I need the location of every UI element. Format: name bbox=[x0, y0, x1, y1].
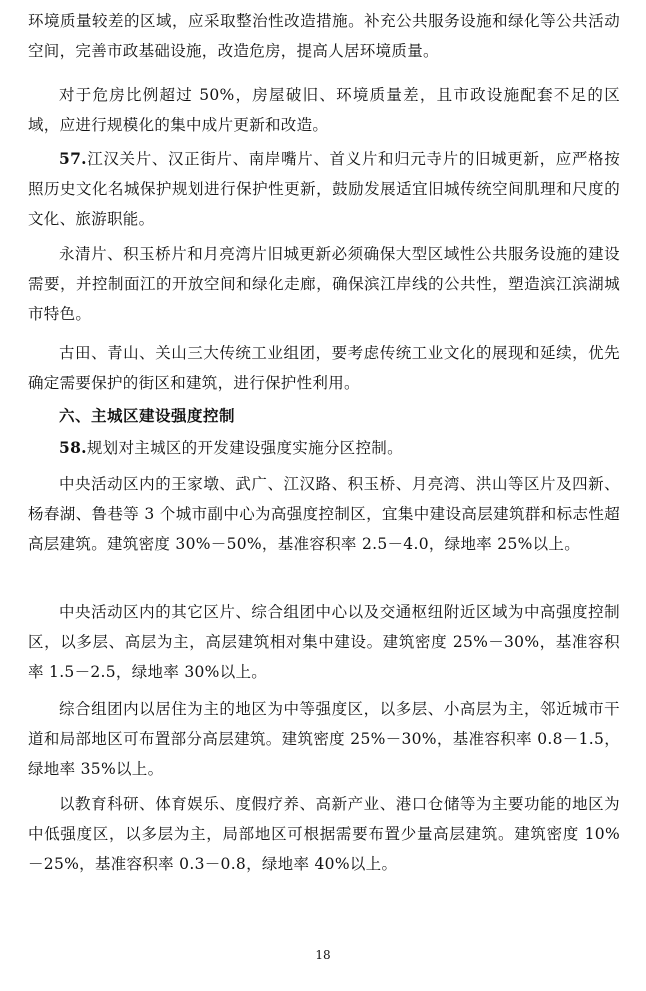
paragraph-medium-intensity: 综合组团内以居住为主的地区为中等强度区，以多层、小高层为主，邻近城市干道和局部地区可布置部分高层建筑。建筑密度 25%－30%，基准容积率 0.8－1.5，绿地率 35%以上。 bbox=[28, 700, 620, 778]
paragraph-yongqing: 永清片、积玉桥片和月亮湾片旧城更新必须确保大型区域性公共服务设施的建设需要，并控制面江的开放空间和绿化走廊，确保滨江岸线的公共性，塑造滨江滨湖城市特色。 bbox=[28, 245, 620, 323]
section-heading-6: 六、主城区建设强度控制 bbox=[59, 407, 236, 425]
paragraph-dangerous-housing: 对于危房比例超过 50%，房屋破旧、环境质量差，且市政设施配套不足的区域，应进行规模化的集中成片更新和改造。 bbox=[28, 86, 620, 134]
paragraph-high-intensity: 中央活动区内的王家墩、武广、江汉路、积玉桥、月亮湾、洪山等区片及四新、杨春湖、鲁巷等 3 个城市副中心为高强度控制区，宜集中建设高层建筑群和标志性超高层建筑。建筑密度 30%－50%，基准容积率 2.5－4.0，绿地率 25%以上。 bbox=[28, 475, 620, 553]
paragraph-57 bbox=[28, 144, 620, 234]
paragraph-mid-high-intensity: 中央活动区内的其它区片、综合组团中心以及交通枢纽附近区域为中高强度控制区，以多层、高层为主，高层建筑相对集中建设。建筑密度 25%－30%，基准容积率 1.5－2.5，绿地率 30%以上。 bbox=[28, 603, 620, 681]
clause-number-57: 57. bbox=[59, 149, 87, 168]
paragraph-58-text: 规划对主城区的开发建设强度实施分区控制。 bbox=[86, 439, 403, 457]
paragraph-industrial-groups: 古田、青山、关山三大传统工业组团，要考虑传统工业文化的展现和延续，优先确定需要保护的街区和建筑，进行保护性利用。 bbox=[28, 344, 620, 392]
clause-number-58: 58. bbox=[59, 438, 87, 457]
paragraph-mid-low-intensity: 以教育科研、体育娱乐、度假疗养、高新产业、港口仓储等为主要功能的地区为中低强度区，以多层为主，局部地区可根据需要布置少量高层建筑。建筑密度 10%－25%，基准容积率 0.3－0.8，绿地率 40%以上。 bbox=[28, 795, 620, 873]
paragraph-57-text: 江汉关片、汉正街片、南岸嘴片、首义片和归元寺片的旧城更新，应严格按照历史文化名城保护规划进行保护性更新，鼓励发展适宜旧城传统空间肌理和尺度的文化、旅游职能。 bbox=[28, 150, 620, 228]
paragraph-renovation-cont: 环境质量较差的区域，应采取整治性改造措施。补充公共服务设施和绿化等公共活动空间，完善市政基础设施，改造危房，提高人居环境质量。 bbox=[28, 12, 620, 60]
page-number: 18 bbox=[315, 948, 331, 962]
paragraph-58 bbox=[28, 433, 620, 463]
